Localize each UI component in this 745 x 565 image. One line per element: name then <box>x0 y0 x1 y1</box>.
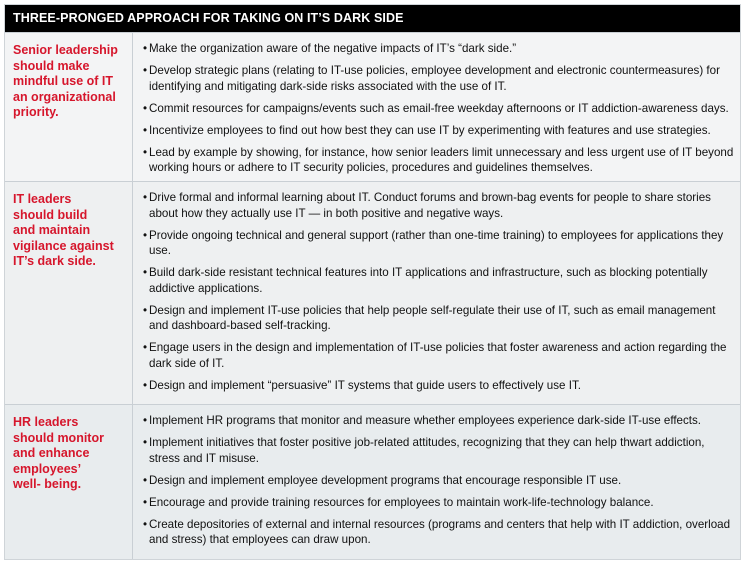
list-item: • Drive formal and informal learning about IT. Conduct forums and brown-bag events for people to share stories about how they actually use IT — in both positive and negative ways. <box>143 191 711 220</box>
bullet-icon: • <box>143 495 148 509</box>
bullet-icon: • <box>143 517 148 531</box>
list-item: • Lead by example by showing, for instance, how senior leaders limit unnecessary and less urgent use of IT beyond working hours or adhere to IT security policies, procedures and guidelines themselves. <box>143 145 734 174</box>
table-row-senior-leadership <box>5 32 740 181</box>
list-item: • Develop strategic plans (relating to IT-use policies, employee development and electronic countermeasures) for identifying and mitigating dark-side risks associated with the use of IT. <box>143 64 720 93</box>
list-item: • Commit resources for campaigns/events such as email-free weekday afternoons or IT addiction-awareness days. <box>143 101 729 115</box>
bullet-icon: • <box>143 378 148 392</box>
row-items-it-leaders <box>132 182 740 404</box>
bullet-icon: • <box>143 303 148 317</box>
list-item: • Incentivize employees to find out how best they can use IT by experimenting with features and use strategies. <box>143 123 711 137</box>
list-item: • Design and implement “persuasive” IT systems that guide users to effectively use IT. <box>143 378 581 392</box>
row-items-senior-leadership <box>132 33 740 181</box>
table-title: THREE-PRONGED APPROACH FOR TAKING ON IT’S DARK SIDE <box>5 5 740 32</box>
bullet-icon: • <box>143 123 148 137</box>
approach-table <box>4 4 741 560</box>
row-lead-senior-leadership: Senior leadership should make mindful use of IT an organizational priority. <box>13 43 118 119</box>
bullet-icon: • <box>143 266 148 279</box>
list-item: • Provide ongoing technical and general support (rather than one-time training) to employees for applications they use. <box>143 228 724 257</box>
list-item: • Make the organization aware of the negative impacts of IT’s “dark side.” <box>143 42 517 55</box>
bullet-icon: • <box>143 473 148 487</box>
list-item: • Design and implement employee development programs that encourage responsible IT use. <box>143 473 622 487</box>
row-lead-it-leaders: IT leaders should build and maintain vigilance against IT’s dark side. <box>13 192 114 268</box>
bullet-icon: • <box>143 42 148 55</box>
row-items-hr-leaders <box>132 405 740 559</box>
bullet-icon: • <box>143 191 148 204</box>
bullet-icon: • <box>143 64 148 77</box>
row-lead-hr-leaders: HR leaders should monitor and enhance employees’ well- being. <box>13 415 104 491</box>
list-item: • Create depositories of external and internal resources (programs and centers that help with IT addiction, overload and stress) that employees can draw upon. <box>143 517 731 546</box>
list-item: • Engage users in the design and implementation of IT-use policies that foster awareness and action regarding the dark side of IT. <box>143 341 727 370</box>
bullet-icon: • <box>143 436 148 449</box>
bullet-icon: • <box>143 341 148 354</box>
bullet-icon: • <box>143 414 148 427</box>
bullet-icon: • <box>143 145 148 159</box>
list-item: • Design and implement IT-use policies that help people self-regulate their use of IT, such as email management and dashboard-based self-tracking. <box>143 303 716 332</box>
list-item: • Implement HR programs that monitor and measure whether employees experience dark-side IT-use effects. <box>143 414 702 427</box>
table-row-hr-leaders <box>5 404 740 559</box>
list-item: • Build dark-side resistant technical features into IT applications and infrastructure, such as blocking potentially addictive applications. <box>143 266 708 295</box>
bullet-icon: • <box>143 101 148 115</box>
table-row-it-leaders <box>5 181 740 404</box>
bullet-icon: • <box>143 228 148 242</box>
list-item: • Encourage and provide training resources for employees to maintain work-life-technology balance. <box>143 495 654 509</box>
list-item: • Implement initiatives that foster positive job-related attitudes, recognizing that they can help thwart addiction, stress and IT misuse. <box>143 436 705 465</box>
